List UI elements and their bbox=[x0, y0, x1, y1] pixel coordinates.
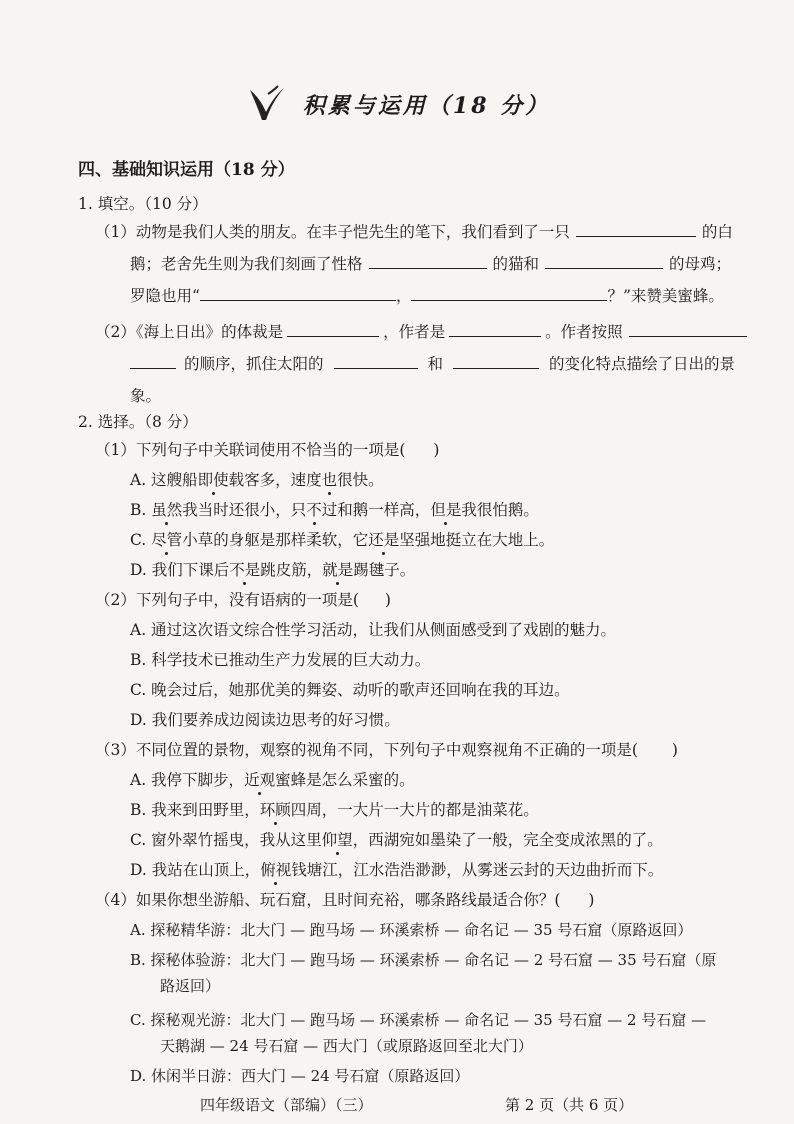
q2-s4-option-c-line1[interactable]: C. 探秘观光游：北大门 — 跑马场 — 环溪索桥 — 命名记 — 35 号石窟 — 2 号石窟 — bbox=[130, 1011, 707, 1029]
answer-blank[interactable] bbox=[334, 354, 418, 369]
q2-s2-option-b[interactable]: B. 科学技术已推动生产力发展的巨大动力。 bbox=[130, 651, 431, 669]
q2-sub4-stem: （4）如果你想坐游船、玩石窟，且时间充裕，哪条路线最适合你？( ) bbox=[95, 891, 595, 909]
q2-s3-option-b[interactable]: B. 我来到田野里，环顾四周，一大片一大片的都是油菜花。 bbox=[130, 801, 539, 819]
footer-course: 四年级语文（部编）（三） bbox=[200, 1096, 373, 1114]
q2-s4-option-b-line1[interactable]: B. 探秘体验游：北大门 — 跑马场 — 环溪索桥 — 命名记 — 2 号石窟 — 35 号石窟（原 bbox=[130, 951, 717, 969]
q2-s1-option-b[interactable]: B. 虽然我当时还很小，只不过和鹅一样高，但是我很怕鹅。 bbox=[130, 501, 539, 519]
q2-s1-option-d[interactable]: D. 我们下课后不是跳皮筋，就是踢毽子。 bbox=[130, 561, 416, 579]
answer-blank[interactable] bbox=[576, 222, 696, 237]
q2-sub3-stem: （3）不同位置的景物，观察的视角不同，下列句子中观察视角不正确的一项是( ) bbox=[95, 741, 678, 759]
answer-blank[interactable] bbox=[200, 286, 396, 301]
answer-blank[interactable] bbox=[369, 254, 487, 269]
q2-s1-option-a[interactable]: A. 这艘船即使载客多，速度也很快。 bbox=[130, 471, 384, 489]
q2-s3-option-c[interactable]: C. 窗外翠竹摇曳，我从这里仰望，西湖宛如墨染了一般，完全变成浓黑的了。 bbox=[130, 831, 663, 849]
q1-part2-line1: （2）《海上日出》的体裁是 ，作者是 。作者按照 bbox=[95, 322, 747, 342]
answer-blank[interactable] bbox=[453, 354, 539, 369]
q2-s4-option-b-line2[interactable]: 路返回） bbox=[160, 977, 221, 995]
q2-s3-option-d[interactable]: D. 我站在山顶上，俯视钱塘江，江水浩浩渺渺，从雾迷云封的天边曲折而下。 bbox=[130, 861, 664, 879]
pen-logo-icon bbox=[244, 84, 290, 124]
question-2-title: 2. 选择。（8 分） bbox=[78, 413, 198, 431]
q2-s2-option-d[interactable]: D. 我们要养成边阅读边思考的好习惯。 bbox=[130, 711, 400, 729]
q1-part1-line1: （1）动物是我们人类的朋友。在丰子恺先生的笔下，我们看到了一只 的白 bbox=[95, 223, 733, 241]
q1-part2-line3: 象。 bbox=[130, 387, 162, 405]
page-header bbox=[0, 84, 794, 124]
answer-blank[interactable] bbox=[411, 286, 607, 301]
q2-s2-option-c[interactable]: C. 晚会过后，她那优美的舞姿、动听的歌声还回响在我的耳边。 bbox=[130, 681, 570, 699]
q1-part2-line2: 的顺序，抓住太阳的 和 的变化特点描绘了日出的景 bbox=[130, 354, 735, 374]
q2-s4-option-c-line2[interactable]: 天鹅湖 — 24 号石窟 — 西大门（或原路返回至北大门） bbox=[160, 1037, 533, 1055]
answer-blank[interactable] bbox=[449, 322, 541, 337]
q2-s4-option-a[interactable]: A. 探秘精华游：北大门 — 跑马场 — 环溪索桥 — 命名记 — 35 号石窟（原路返回） bbox=[130, 921, 693, 939]
q2-s1-option-c[interactable]: C. 尽管小草的身躯是那样柔软，它还是坚强地挺立在大地上。 bbox=[130, 531, 555, 549]
answer-blank[interactable] bbox=[130, 354, 176, 369]
q2-s3-option-a[interactable]: A. 我停下脚步，近观蜜蜂是怎么采蜜的。 bbox=[130, 771, 415, 789]
question-1-title: 1. 填空。（10 分） bbox=[78, 195, 208, 213]
section-title: 四、基础知识运用（18 分） bbox=[78, 160, 295, 180]
q2-s4-option-d[interactable]: D. 休闲半日游：西大门 — 24 号石窟（原路返回） bbox=[130, 1067, 470, 1085]
q1-part1-line2: 鹅；老舍先生则为我们刻画了性格 的猫和 的母鸡； bbox=[130, 255, 732, 273]
answer-blank[interactable] bbox=[545, 254, 663, 269]
answer-blank[interactable] bbox=[629, 322, 747, 337]
section-banner-title: 积累与运用（18 分） bbox=[302, 92, 551, 119]
q2-sub2-stem: （2）下列句子中，没有语病的一项是( ) bbox=[95, 591, 391, 609]
answer-blank[interactable] bbox=[287, 322, 379, 337]
footer-page-number: 第 2 页（共 6 页） bbox=[505, 1096, 634, 1114]
q1-part1-line3: 罗隐也用“ ， ？”来赞美蜜蜂。 bbox=[130, 287, 724, 305]
q2-s2-option-a[interactable]: A. 通过这次语文综合性学习活动，让我们从侧面感受到了戏剧的魅力。 bbox=[130, 621, 617, 639]
q2-sub1-stem: （1）下列句子中关联词使用不恰当的一项是( ) bbox=[95, 441, 440, 459]
